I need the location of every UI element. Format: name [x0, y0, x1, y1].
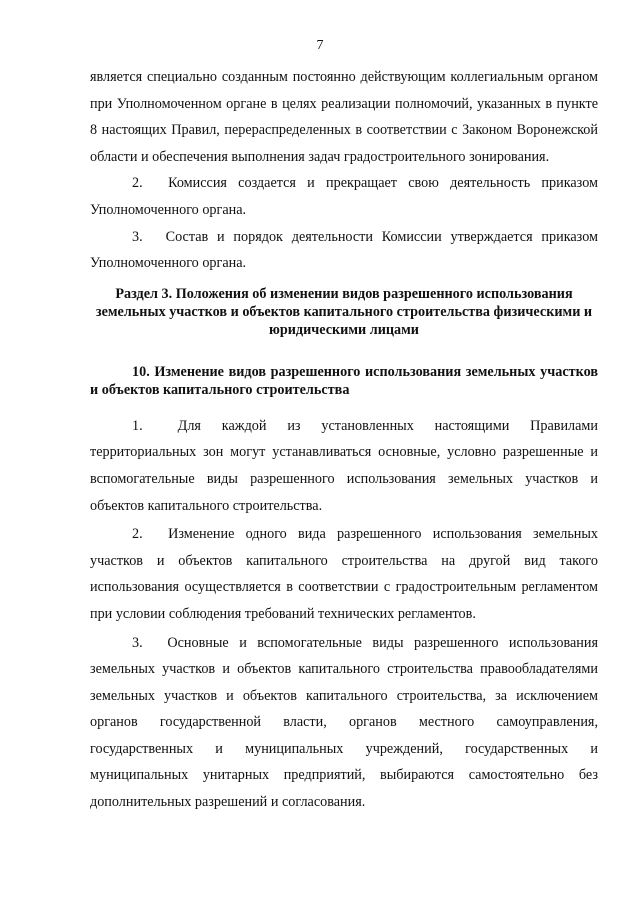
paragraph-item-3	[90, 224, 598, 277]
item-number: 2.	[132, 526, 143, 543]
document-body	[90, 64, 598, 816]
article-item-1	[90, 413, 598, 519]
item-text: Основные и вспомогательные виды разрешенного использования земельных участков и объектов капитального строительства правообладателями земельных участков и объектов капитального строительства, за исключением органов государственной власти, органов местного самоуправления, государственных и муниципальных учреждений, государственных и муниципальных унитарных предприятий, выбираются самостоятельно без дополнительных разрешений и согласования.	[90, 634, 599, 811]
article-item-3	[90, 630, 598, 816]
item-number: 2.	[132, 175, 143, 192]
paragraph-item-2	[90, 170, 598, 223]
item-number: 3.	[132, 228, 143, 245]
item-text: Изменение одного вида разрешенного использования земельных участков и объектов капитального строительства на другой вид такого использования осуществляется в соответствии с градостроительным регламентом при условии соблюдения требований технических регламентов.	[90, 526, 599, 622]
item-number: 3.	[132, 634, 143, 651]
item-text: Комиссия создается и прекращает свою деятельность приказом Уполномоченного органа.	[90, 175, 599, 218]
intro-paragraph: является специально созданным постоянно действующим коллегиальным органом при Уполномоченном органе в целях реализации полномочий, указанных в пункте 8 настоящих Правил, перераспределенных в соответствии с Законом Воронежской области и обеспечения выполнения задач градостроительного зонирования.	[90, 69, 598, 165]
page-number: 7	[316, 38, 324, 53]
section-title: Раздел 3. Положения об изменении видов разрешенного использования земельных участков и объектов капитального строительства физическими и юридическими лицами	[95, 285, 593, 338]
item-text: Для каждой из установленных настоящими Правилами территориальных зон могут устанавливаться основные, условно разрешенные и вспомогательные виды разрешенного использования земельных участков и объектов капитального строительства.	[90, 417, 598, 514]
article-item-2	[90, 521, 598, 627]
article-title: 10. Изменение видов разрешенного использования земельных участков и объектов капитального строительства	[90, 363, 598, 398]
item-number: 1.	[132, 417, 143, 434]
item-text: Состав и порядок деятельности Комиссии утверждается приказом Уполномоченного органа.	[90, 228, 599, 272]
